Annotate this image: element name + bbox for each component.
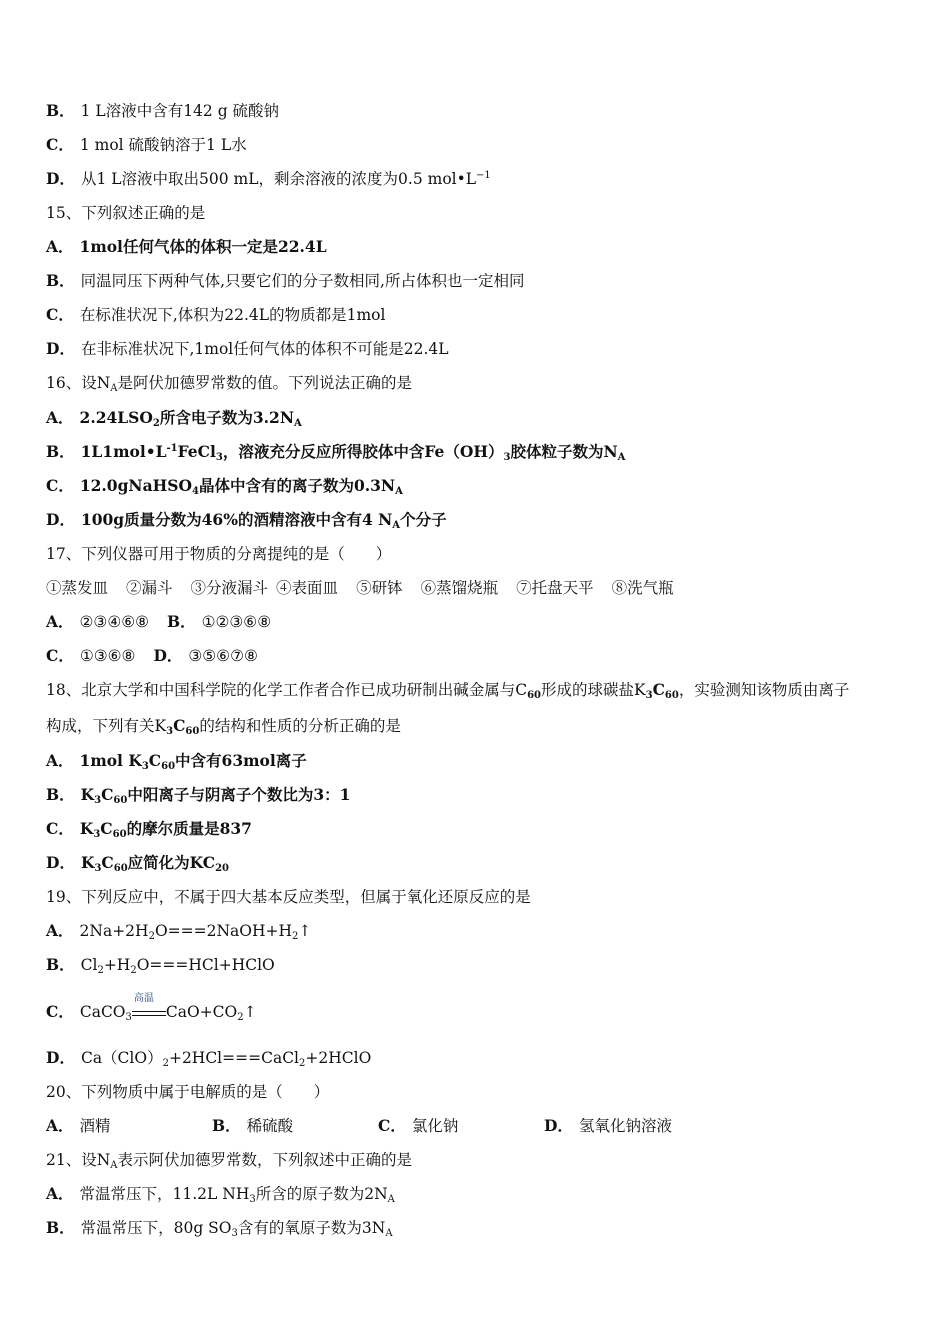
reaction-condition-sign [132,993,166,1023]
subscript: 60 [664,690,679,701]
option-label: A． [46,408,74,427]
q16-option-a [46,408,302,428]
option-text: 胶体粒子数为N [510,442,618,461]
equation-text: CaCO [79,1003,126,1021]
option-label: B． [46,955,75,974]
q14-option-d [46,169,491,189]
subscript: 60 [112,829,127,840]
option-text: FeCl [177,442,216,461]
subscript: 60 [113,795,128,806]
gas-arrow: ↑ [243,1003,257,1021]
stem-text: 形成的球碳盐K [541,681,646,699]
subscript: 2 [97,965,104,976]
option-text: 氢氧化钠溶液 [578,1117,672,1135]
q16-option-b [46,442,625,462]
option-text: 个分子 [400,510,447,529]
option-text: ，溶液充分反应所得胶体中含Fe（OH） [222,442,504,461]
q19-option-d [46,1048,371,1068]
instrument-item: ⑤研钵 [356,579,403,597]
subscript: 2 [237,1012,244,1023]
subscript: 3 [249,1194,256,1205]
q18-stem-line2 [46,716,401,736]
subscript: A [110,1160,118,1171]
option-text: ③⑤⑥⑦⑧ [188,647,258,665]
option-label: B． [46,442,75,461]
stem-text: 是阿伏加德罗常数的值。下列说法正确的是 [117,374,413,392]
option-text: 1 mol 硫酸钠溶于1 L水 [79,136,247,154]
subscript: 2 [292,931,299,942]
option-text: 中阳离子与阴离子个数比为3：1 [127,785,351,804]
q14-option-c [46,135,247,155]
subscript: 2 [148,931,155,942]
stem-text: ，实验测知该物质由离子 [678,681,850,699]
subscript: 2 [299,1058,306,1069]
stem-text: 构成，下列有关K [46,717,167,735]
q17-stem: 17、下列仪器可用于物质的分离提纯的是（ ） [46,545,392,563]
option-text: 晶体中含有的离子数为0.3N [198,476,396,495]
subscript: 3 [141,761,149,772]
stem-text: 的结构和性质的分析正确的是 [199,717,401,735]
subscript: 60 [161,761,176,772]
q15-option-d [46,339,449,359]
equation-text: +2HClO [305,1049,372,1067]
q15-stem: 15、下列叙述正确的是 [46,204,206,222]
q17-instrument-list [46,578,674,598]
instrument-item: ③分液漏斗 [190,579,269,597]
subscript: 3 [503,452,511,463]
q21-stem [46,1150,412,1170]
q20-stem: 20、下列物质中属于电解质的是（ ） [46,1083,330,1101]
option-text: 在非标准状况下,1mol任何气体的体积不可能是22.4L [80,340,449,358]
subscript: 3 [166,726,174,737]
option-text: 的摩尔质量是837 [126,819,252,838]
option-text: 1mol K [79,751,142,770]
option-text: 100g质量分数为46%的酒精溶液中含有4 N [80,510,393,529]
subscript: 60 [527,690,542,701]
option-label: D． [544,1116,573,1135]
equation-text: O===HCl+HClO [136,956,275,974]
option-label: B． [46,271,75,290]
subscript: A [387,1194,395,1205]
stem-text: 21、设N [46,1151,111,1169]
option-text: 中含有63mol离子 [175,751,307,770]
instrument-item: ②漏斗 [126,579,173,597]
q21-option-b [46,1218,393,1238]
option-text: 常温常压下，80g SO [80,1219,232,1237]
stem-text: 16、设N [46,374,111,392]
option-label: C． [378,1116,406,1135]
q19-option-a [46,921,311,941]
equation-text: Cl [80,956,98,974]
q20-option-a [46,1116,212,1136]
superscript: −1 [476,170,491,181]
option-label: A． [46,1184,74,1203]
q21-option-a [46,1184,395,1204]
option-text: C [101,853,114,872]
option-text: 在标准状况下,体积为22.4L的物质都是1mol [79,306,386,324]
stem-text: 表示阿伏加德罗常数，下列叙述中正确的是 [117,1151,413,1169]
q16-option-d [46,510,447,530]
q18-option-b [46,785,350,805]
equation-text: O===2NaOH+H [154,922,293,940]
subscript: A [617,452,626,463]
q20-option-b [212,1116,378,1136]
q15-option-c [46,305,385,325]
option-text: 12.0gNaHSO [79,476,192,495]
q16-option-c [46,476,403,496]
option-label: A． [46,751,74,770]
subscript: 3 [215,452,223,463]
q20-option-d [544,1117,672,1135]
option-text: 应简化为KC [127,853,216,872]
q18-option-a [46,751,307,771]
subscript: 20 [215,863,229,874]
option-text: ①②③⑥⑧ [201,613,272,631]
q19-stem: 19、下列反应中，不属于四大基本反应类型，但属于氧化还原反应的是 [46,888,531,906]
option-label: B． [167,612,196,631]
option-text: C [100,819,113,838]
equation-text: +2HCl===CaCl [168,1049,300,1067]
subscript: A [294,418,302,429]
subscript: 3 [94,795,102,806]
subscript: 4 [191,486,199,497]
q18-option-c [46,819,252,839]
subscript: 60 [113,863,128,874]
equation-text: +H [103,956,131,974]
option-text: C [148,751,162,770]
option-label: D． [46,339,75,358]
option-text: 氯化钠 [411,1117,459,1135]
option-text: 所含的原子数为2N [255,1185,388,1203]
option-text: 同温同压下两种气体,只要它们的分子数相同,所占体积也一定相同 [80,272,525,290]
option-label: A． [46,237,74,256]
subscript: A [385,1228,393,1239]
subscript: 3 [231,1228,238,1239]
stem-text: C [173,716,186,735]
instrument-item: ⑦托盘天平 [516,579,594,597]
option-text: K [80,853,95,872]
instrument-item: ④表面皿 [276,579,339,597]
subscript: 2 [162,1058,169,1069]
option-text: 1 L溶液中含有142 g 硫酸钠 [80,102,280,120]
option-label: B． [46,101,75,120]
option-label: D． [46,169,75,188]
option-label: D． [153,646,183,665]
option-text: 稀硫酸 [246,1117,294,1135]
option-text: ②③④⑥⑧ [79,613,150,631]
q17-options-ab [46,612,271,632]
gas-arrow: ↑ [298,922,312,940]
subscript: 2 [152,418,160,429]
q16-stem [46,373,412,393]
option-text: 酒精 [79,1117,111,1135]
option-text: 2.24LSO [79,408,153,427]
subscript: 3 [93,829,101,840]
instrument-item: ①蒸发皿 [46,579,109,597]
subscript: 2 [130,965,137,976]
option-text: K [80,785,95,804]
q20-options [46,1116,672,1136]
option-text: 含有的氧原子数为3N [237,1219,386,1237]
subscript: 3 [645,690,653,701]
subscript: A [395,486,403,497]
q14-option-b [46,101,279,121]
stem-text: 18、北京大学和中国科学院的化学工作者合作已成功研制出碱金属与C [46,681,528,699]
option-text: C [101,785,114,804]
option-label: D． [46,853,75,872]
equation-text: CaO+CO [165,1003,238,1021]
subscript: 3 [125,1012,132,1023]
option-label: D． [46,1048,75,1067]
option-text: 1L1mol•L [80,442,167,461]
option-text: 从1 L溶液中取出500 mL，剩余溶液的浓度为0.5 mol•L [80,170,477,188]
q19-option-c [46,993,257,1023]
option-label: C． [46,1002,74,1021]
q18-stem-line1 [46,680,849,700]
option-text: K [79,819,94,838]
q18-option-d [46,853,229,873]
option-text: 1mol任何气体的体积一定是22.4L [79,237,327,256]
option-label: B． [212,1116,241,1135]
condition-text: 高温 [133,993,154,1004]
option-label: D． [46,510,75,529]
option-label: C． [46,476,74,495]
subscript: A [392,520,401,531]
option-text: ①③⑥⑧ [79,647,136,665]
subscript: A [110,383,118,394]
equation-text: Ca（ClO） [80,1049,163,1067]
option-text: 所含电子数为3.2N [159,408,294,427]
q15-option-b [46,271,524,291]
instrument-item: ⑧洗气瓶 [611,579,674,597]
option-label: C． [46,305,74,324]
option-label: C． [46,135,74,154]
option-text: 常温常压下，11.2L NH [79,1185,250,1203]
q19-option-b [46,955,275,975]
subscript: 3 [94,863,102,874]
option-label: B． [46,785,75,804]
subscript: 60 [185,726,200,737]
option-label: A． [46,612,74,631]
stem-text: C [652,680,665,699]
option-label: B． [46,1218,75,1237]
q15-option-a [46,237,327,257]
instrument-item: ⑥蒸馏烧瓶 [420,579,499,597]
option-label: C． [46,646,74,665]
q17-options-cd [46,646,258,666]
option-label: A． [46,1116,74,1135]
equation-text: 2Na+2H [79,922,149,940]
option-label: A． [46,921,74,940]
option-label: C． [46,819,74,838]
superscript: -1 [166,443,178,454]
q20-option-c [378,1116,544,1136]
